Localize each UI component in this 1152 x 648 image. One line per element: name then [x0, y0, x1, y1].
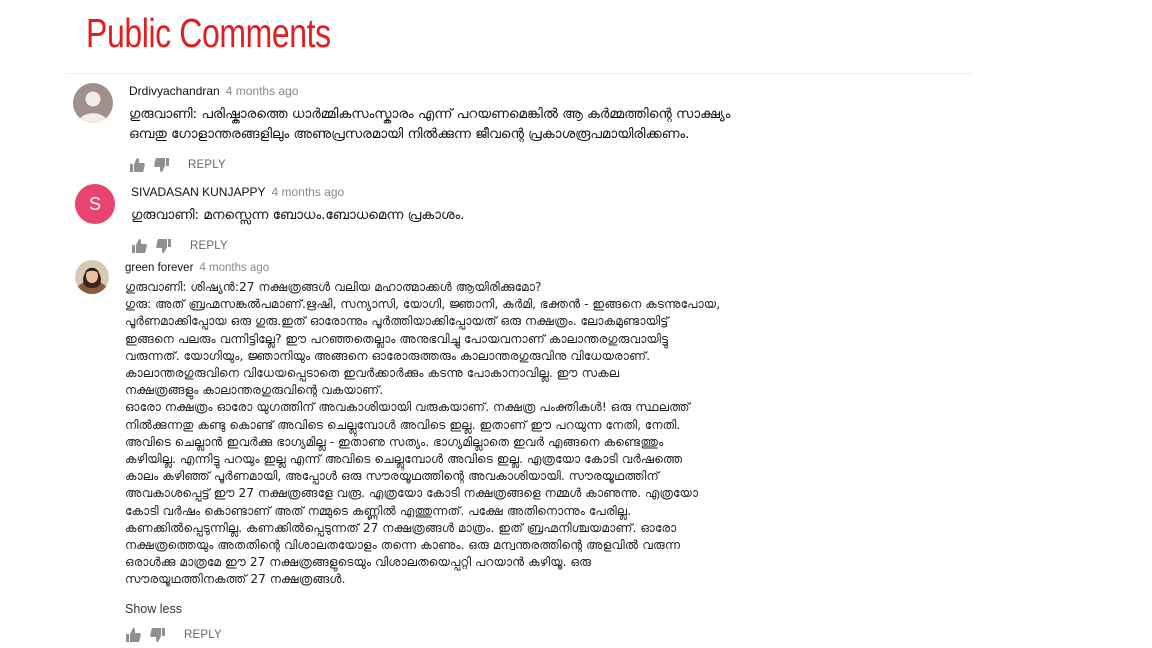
page-title: Public Comments	[86, 10, 331, 56]
comment-line: ഒമ്പതു ഗോളാന്തരങ്ങളിലും അണുപ്രസരമായി നിൽക്കുന്ന ജീവന്റെ പ്രകാശരൂപമായിരിക്കണം.	[129, 126, 690, 142]
comment-author-line	[125, 262, 269, 274]
thumbs-up-icon[interactable]	[129, 157, 145, 173]
comment-line: കോടി വർഷം കൊണ്ടാണ് അത് നമ്മുടെ കണ്ണിൽ എത്തുന്നത്. പക്ഷേ അതിനൊന്നും പേരില്ല.	[125, 503, 632, 518]
comment-actions	[125, 626, 222, 644]
avatar-photo[interactable]	[75, 260, 109, 294]
reply-button[interactable]: REPLY	[188, 159, 226, 171]
author-name[interactable]: green forever	[125, 262, 194, 274]
thumbs-up-icon[interactable]	[131, 238, 147, 254]
comment-line: നക്ഷത്രത്തെയും അതതിന്റെ വിശാലതയോളം തന്നെ കാണും. ഒരു മന്വന്തരത്തിന്റെ അളവിൽ വരുന്ന	[125, 538, 681, 553]
comment-actions	[131, 237, 228, 255]
comment-author-line	[129, 84, 298, 98]
comment-line: വരുന്നത്. യോഗിയും, ജ്ഞാനിയും അങ്ങനെ ഓരോരുത്തരും കാലാന്തരഗുരുവിനു വിധേയരാണ്.	[125, 348, 651, 363]
comment-line: ഓരോ നക്ഷത്രം ഓരോ യുഗത്തിന് അവകാശിയായി വരുകയാണ്. നക്ഷത്ര പംക്തികൾ! ഒരു സ്ഥലത്ത്	[125, 400, 690, 415]
author-name[interactable]: SIVADASAN KUNJAPPY	[131, 185, 266, 199]
comment-line: നിൽക്കുന്നതു കണ്ടു കൊണ്ട് അവിടെ ചെല്ലുമ്പോൾ അവിടെ ഇല്ല. ഇതാണ് ഈ പറയുന്ന നേതി, നേതി.	[125, 417, 681, 432]
comment-actions	[129, 156, 226, 174]
comment-line: ഗുരു: അത് ബ്രഹ്മസങ്കൽപമാണ്.ഋഷി, സന്യാസി, യോഗി, ജ്ഞാനി, കർമി, ഭക്തൻ - ഇങ്ങനെ കടന്നുപോയ,	[125, 297, 721, 312]
author-name[interactable]: Drdivyachandran	[129, 84, 220, 98]
comment-line: സൗരയൂഥത്തിനകത്ത് 27 നക്ഷത്രങ്ങൾ.	[125, 572, 346, 587]
thumbs-down-icon[interactable]	[154, 157, 170, 173]
comment-timestamp[interactable]: 4 months ago	[225, 84, 299, 98]
comment-line: കഴിയില്ല. എന്നിട്ടു പറയും ഇല്ല എന്ന് അവിടെ ചെല്ലുമ്പോൾ അവിടെ ഇല്ല. എത്രയോ കോടി വർഷത്തെ	[125, 452, 683, 467]
comment-timestamp[interactable]: 4 months ago	[199, 262, 270, 274]
comment-line: അവിടെ ചെല്ലാൻ ഇവർക്കു ഭാഗ്യമില്ല - ഇതാണു സത്യം. ഭാഗ്യമില്ലാതെ ഇവർ എങ്ങനെ കണ്ടെത്തും	[125, 434, 664, 449]
comment-author-line	[131, 185, 344, 199]
comment-line: ഗുരുവാണി: പരിഷ്കാരത്തെ ധാർമ്മികസംസ്കാരം എന്ന് പറയണമെങ്കിൽ ആ കർമ്മത്തിന്റെ സാക്ഷ്യം	[129, 106, 731, 122]
comment-line: കാലം കഴിഞ്ഞ് പൂർണമായി, അപ്പോൾ ഒരു സൗരയൂഥത്തിന്റെ അവകാശിയായി. സൗരയൂഥത്തിന്	[125, 469, 659, 484]
thumbs-up-icon[interactable]	[125, 627, 141, 643]
comment-timestamp[interactable]: 4 months ago	[271, 185, 345, 199]
comment-text	[125, 279, 720, 589]
avatar-default-user-icon[interactable]	[73, 83, 113, 123]
avatar[interactable]: S	[75, 184, 115, 224]
divider	[66, 73, 972, 74]
comment-line: കണക്കിൽപ്പെടുന്നില്ല. കണക്കിൽപ്പെടുന്നത് 27 നക്ഷത്രങ്ങൾ മാത്രം. ഇത് ബ്രഹ്മനിശ്ചയമാണ്. ഓരോ	[125, 520, 677, 535]
comment-line: പൂർണമാക്കിപ്പോയ ഒരു ഗുരു.ഇത് ഓരോന്നും പൂർത്തിയാക്കിപ്പോയത് ഒരു നക്ഷത്രം. ലോകമുണ്ടായിട്ട്	[125, 314, 669, 329]
reply-button[interactable]: REPLY	[190, 240, 228, 252]
comment-text	[129, 104, 730, 144]
comment-text	[131, 205, 465, 225]
reply-button[interactable]: REPLY	[184, 629, 222, 641]
comment-line: ഒരാൾക്കു മാത്രമേ ഈ 27 നക്ഷത്രങ്ങളുടെയും വിശാലതയെപ്പറ്റി പറയാൻ കഴിയൂ. ഒരു	[125, 555, 592, 570]
comment-line: ഇങ്ങനെ പലരും വന്നിട്ടില്ലേ? ഈ പറഞ്ഞതെല്ലാം അനുഭവിച്ചു പോയവനാണ് കാലാന്തരഗുരുവായിട്ടു	[125, 331, 669, 346]
thumbs-down-icon[interactable]	[156, 238, 172, 254]
comment-line: നക്ഷത്രങ്ങളും കാലാന്തരഗുരുവിന്റെ വകയാണ്.	[125, 383, 384, 398]
comment-line: ഗുരുവാണി: ശിഷ്യൻ:27 നക്ഷത്രങ്ങൾ വലിയ മഹാത്മാക്കൾ ആയിരിക്കുമോ?	[125, 280, 542, 294]
comment-line: ഗുരുവാണി: മനസ്സെന്ന ബോധം.ബോധമെന്ന പ്രകാശം.	[131, 207, 465, 223]
comment-line: അവകാശപ്പെട്ട് ഈ 27 നക്ഷത്രങ്ങളേ വരൂ. എത്രയോ കോടി നക്ഷത്രങ്ങളെ നമ്മൾ കാണുന്നു. എത്രയോ	[125, 486, 699, 501]
thumbs-down-icon[interactable]	[150, 627, 166, 643]
show-less-link[interactable]: Show less	[125, 602, 182, 616]
comment-line: കാലാന്തരഗുരുവിനെ വിധേയപ്പെടാതെ ഇവർക്കാർക്കും കടന്നു പോകാനാവില്ല. ഈ സകല	[125, 366, 620, 381]
